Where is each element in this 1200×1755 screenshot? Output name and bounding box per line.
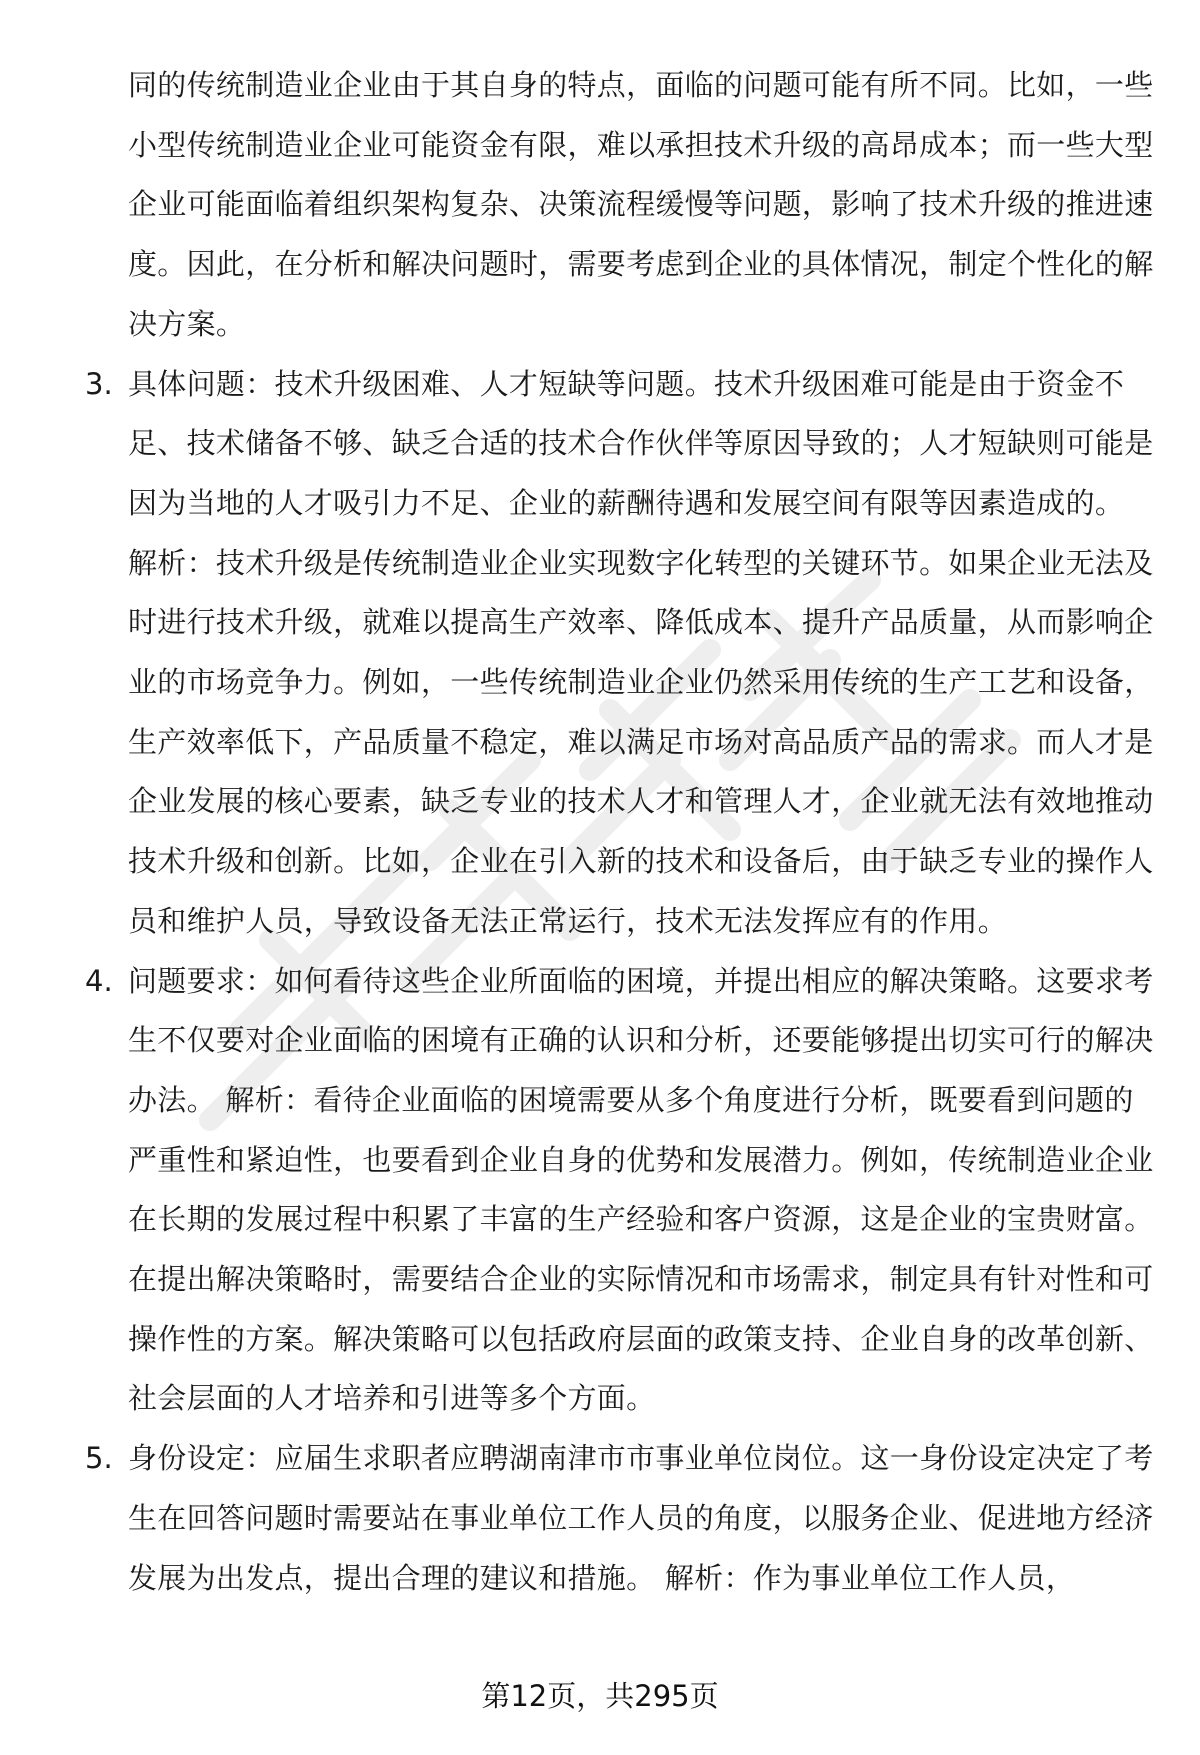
list-item-text: 身份设定：应届生求职者应聘湖南津市市事业单位岗位。这一身份设定决定了考生在回答问题时需要站在事业单位工作人员的角度，以服务企业、促进地方经济发展为出发点，提出合理的建议和措施。 解析：作为事业单位工作人员， [128,1441,1154,1595]
document-body [80,56,1160,1608]
list-item-5 [80,1429,1160,1608]
list-number: 5. [85,1441,113,1476]
list-item-text: 问题要求：如何看待这些企业所面临的困境，并提出相应的解决策略。这要求考生不仅要对企业面临的困境有正确的认识和分析，还要能够提出切实可行的解决办法。 解析：看待企业面临的困境需要从多个角度进行分析，既要看到问题的严重性和紧迫性，也要看到企业自身的优势和发展潜力。例如，传统制造业企业在长期的发展过程中积累了丰富的生产经验和客户资源，这是企业的宝贵财富。在提出解决策略时，需要结合企业的实际情况和市场需求，制定具有针对性和可操作性的方案。解决策略可以包括政府层面的政策支持、企业自身的改革创新、社会层面的人才培养和引进等多个方面。 [128,963,1154,1416]
list-item-4 [80,952,1160,1430]
list-item-text: 具体问题：技术升级困难、人才短缺等问题。技术升级困难可能是由于资金不足、技术储备不够、缺乏合适的技术合作伙伴等原因导致的；人才短缺则可能是因为当地的人才吸引力不足、企业的薪酬待遇和发展空间有限等因素造成的。 解析：技术升级是传统制造业企业实现数字化转型的关键环节。如果企业无法及时进行技术升级，就难以提高生产效率、降低成本、提升产品质量，从而影响企业的市场竞争力。例如，一些传统制造业企业仍然采用传统的生产工艺和设备，生产效率低下，产品质量不稳定，难以满足市场对高品质产品的需求。而人才是企业发展的核心要素，缺乏专业的技术人才和管理人才，企业就无法有效地推动技术升级和创新。比如，企业在引入新的技术和设备后，由于缺乏专业的操作人员和维护人员，导致设备无法正常运行，技术无法发挥应有的作用。 [128,366,1154,938]
list-item-3 [80,355,1160,952]
continuation-paragraph: 同的传统制造业企业由于其自身的特点，面临的问题可能有所不同。比如，一些小型传统制造业企业可能资金有限，难以承担技术升级的高昂成本；而一些大型企业可能面临着组织架构复杂、决策流程缓慢等问题，影响了技术升级的推进速度。因此，在分析和解决问题时，需要考虑到企业的具体情况，制定个性化的解决方案。 [128,68,1154,341]
list-number: 4. [85,963,113,998]
list-number: 3. [85,366,113,401]
page-number-footer: 第12页，共295页 [481,1679,719,1713]
